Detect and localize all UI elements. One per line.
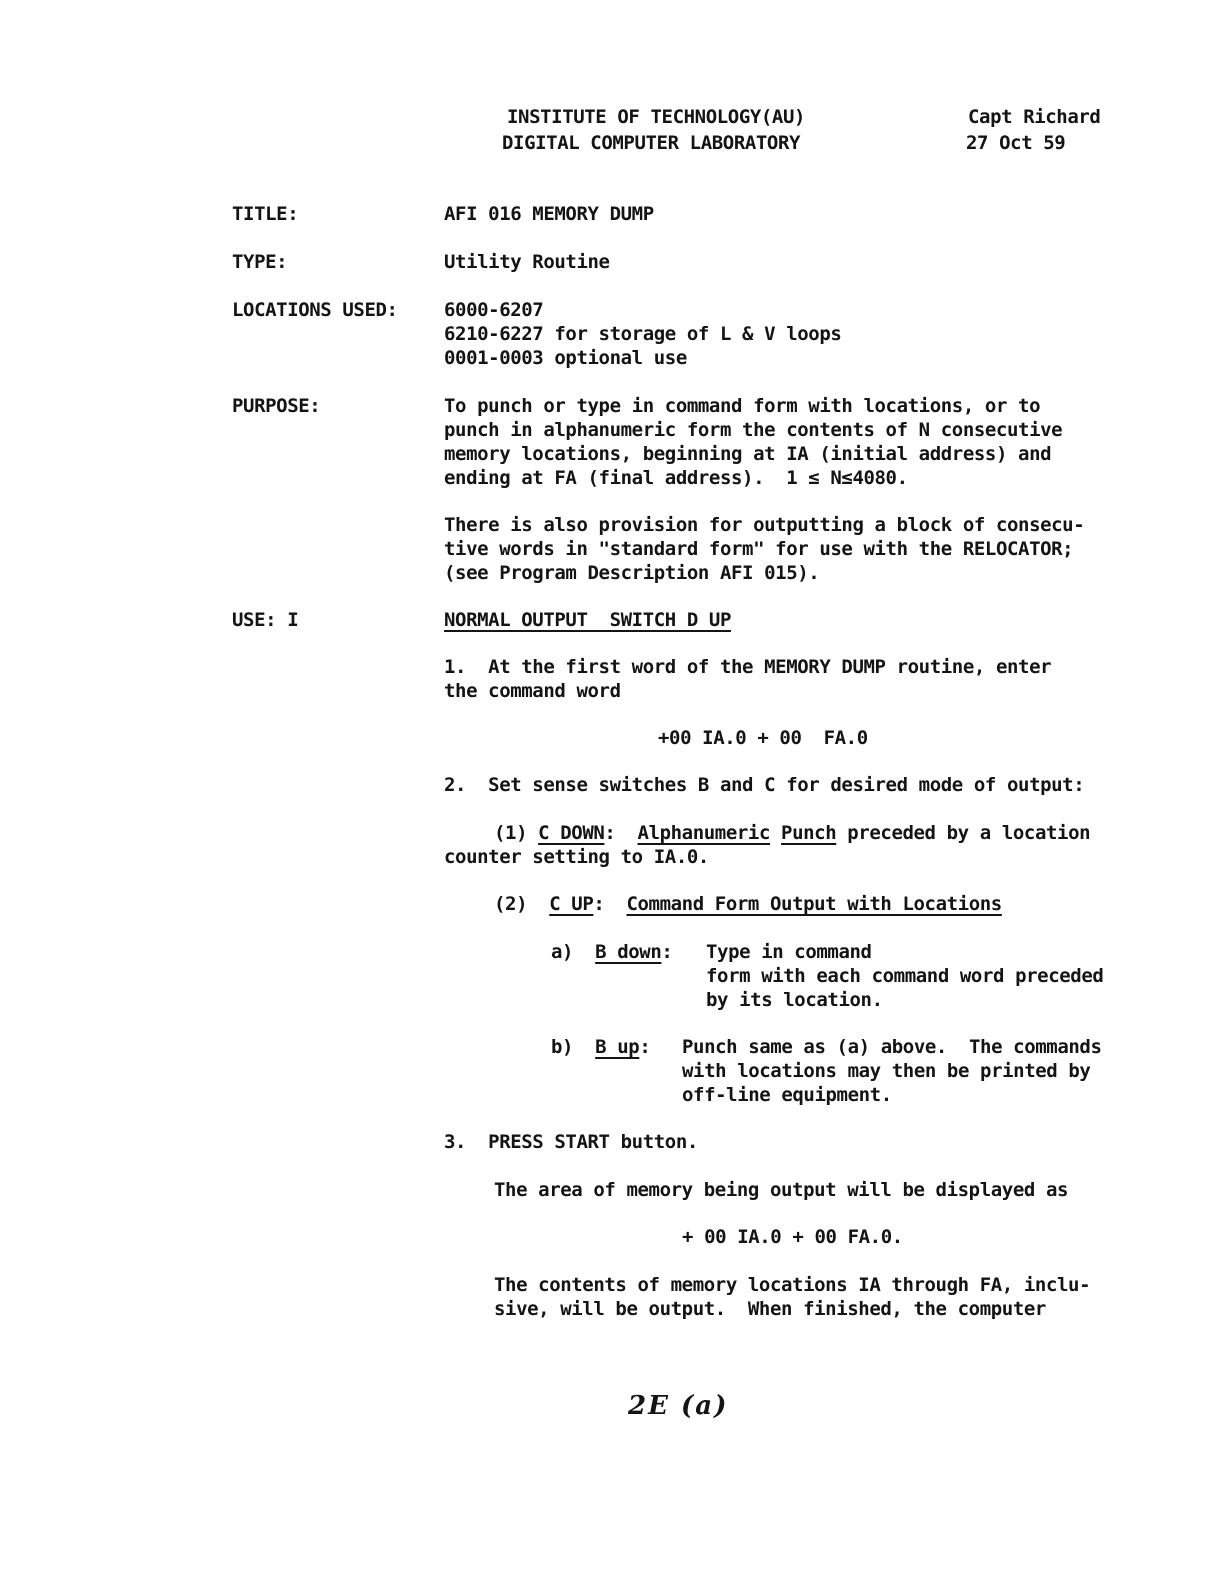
sub-option-b-line: with locations may then be printed by (682, 1060, 1091, 1082)
option-2-colon: : (593, 893, 605, 915)
sub-option-b-line: Punch same as (a) above. The commands (682, 1036, 1102, 1058)
option-1-colon: : (604, 822, 616, 844)
option-1-key: C DOWN (538, 822, 605, 844)
locations-label: LOCATIONS USED: (232, 299, 398, 321)
option-1-mode-alphanumeric: Alphanumeric (637, 822, 770, 844)
purpose2-line: tive words in "standard form" for use with the RELOCATOR; (444, 538, 1074, 560)
sub-option-a-line: by its location. (706, 989, 883, 1011)
sub-option-b-key: B up (595, 1036, 640, 1058)
use-heading: NORMAL OUTPUT SWITCH D UP (444, 609, 732, 631)
option-1-mode-punch: Punch (781, 822, 837, 844)
option-1-rest: preceded by a location (836, 822, 1091, 844)
lab-name: DIGITAL COMPUTER LABORATORY (502, 132, 801, 154)
option-1-number: (1) (494, 822, 528, 844)
institution-name: INSTITUTE OF TECHNOLOGY(AU) (507, 106, 806, 128)
display-word: + 00 IA.0 + 00 FA.0. (682, 1226, 903, 1248)
page-mark: 2E (a) (628, 1391, 729, 1421)
sub-option-b (551, 1035, 650, 1059)
use-label: USE: I (232, 609, 299, 631)
option-2-number: (2) (494, 893, 528, 915)
sub-option-b-colon: : (639, 1036, 651, 1058)
step2: 2. Set sense switches B and C for desired mode of output: (444, 774, 1085, 796)
title-value: AFI 016 MEMORY DUMP (444, 203, 654, 225)
purpose-line: To punch or type in command form with locations, or to (444, 395, 1041, 417)
title-label: TITLE: (232, 203, 299, 225)
author: Capt Richard (968, 106, 1101, 128)
option-1 (494, 821, 1090, 845)
sub-option-a-colon: : (661, 941, 673, 963)
option-2 (494, 892, 1002, 916)
sub-option-a (551, 940, 672, 964)
date: 27 Oct 59 (966, 132, 1066, 154)
contents-line: The contents of memory locations IA through FA, inclu- (494, 1274, 1091, 1296)
purpose-line: punch in alphanumeric form the contents of N consecutive (444, 419, 1063, 441)
type-value: Utility Routine (444, 251, 610, 273)
sub-option-a-letter: a) (551, 941, 574, 963)
option-1-line2: counter setting to IA.0. (444, 846, 709, 868)
option-2-key: C UP (549, 893, 594, 915)
sub-option-a-line: Type in command (706, 941, 872, 963)
contents-line: sive, will be output. When finished, the computer (494, 1298, 1046, 1320)
sub-option-b-line: off-line equipment. (682, 1084, 892, 1106)
purpose-label: PURPOSE: (232, 395, 321, 417)
command-word: +00 IA.0 + 00 FA.0 (658, 727, 868, 749)
sub-option-a-key: B down (595, 941, 662, 963)
purpose-line: memory locations, beginning at IA (initial address) and (444, 443, 1052, 465)
sub-option-a-line: form with each command word preceded (706, 965, 1104, 987)
type-label: TYPE: (232, 251, 288, 273)
purpose2-line: (see Program Description AFI 015). (444, 562, 820, 584)
display-intro: The area of memory being output will be displayed as (494, 1179, 1069, 1201)
sub-option-b-letter: b) (551, 1036, 574, 1058)
purpose2-line: There is also provision for outputting a block of consecu- (444, 514, 1085, 536)
option-2-mode: Command Form Output with Locations (626, 893, 1002, 915)
step1-line: 1. At the first word of the MEMORY DUMP routine, enter (444, 656, 1052, 678)
locations-line: 6210-6227 for storage of L & V loops (444, 323, 842, 345)
locations-line: 0001-0003 optional use (444, 347, 687, 369)
step3: 3. PRESS START button. (444, 1131, 698, 1153)
purpose-line: ending at FA (final address). 1 ≤ N≤4080. (444, 467, 908, 489)
locations-line: 6000-6207 (444, 299, 544, 321)
step1-line: the command word (444, 680, 621, 702)
